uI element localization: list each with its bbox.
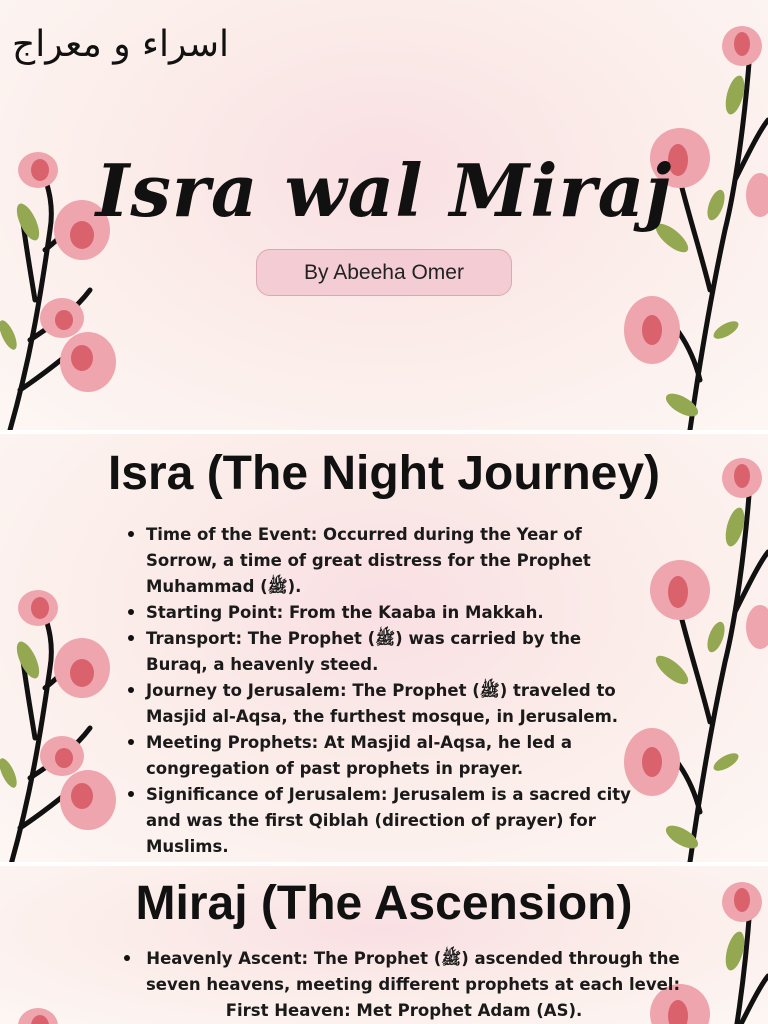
isra-bullet-list <box>128 522 648 860</box>
list-item: Heavenly Ascent: The Prophet (ﷺ) ascended through the seven heavens, meeting different prophets at each level: <box>124 946 684 998</box>
cover-title: Isra wal Miraj <box>95 148 673 233</box>
author-badge: By Abeeha Omer <box>256 249 512 296</box>
miraj-title: Miraj (The Ascension) <box>135 877 633 930</box>
list-item: First Heaven: Met Prophet Adam (AS). <box>225 1001 583 1020</box>
isra-slide <box>0 434 768 862</box>
miraj-bullet-list <box>124 946 684 1024</box>
arabic-title: اسراء و معراج <box>12 24 229 65</box>
miraj-slide <box>0 866 768 1024</box>
list-item: Time of the Event: Occurred during the Year of Sorrow, a time of great distress for the Prophet Muhammad (ﷺ). <box>128 522 648 600</box>
isra-title: Isra (The Night Journey) <box>107 447 661 500</box>
list-item: Significance of Jerusalem: Jerusalem is a sacred city and was the first Qiblah (direction of prayer) for Muslims. <box>128 782 648 860</box>
list-item: Starting Point: From the Kaaba in Makkah. <box>128 600 648 626</box>
list-item: Transport: The Prophet (ﷺ) was carried by the Buraq, a heavenly steed. <box>128 626 648 678</box>
list-item: Meeting Prophets: At Masjid al-Aqsa, he led a congregation of past prophets in prayer. <box>128 730 648 782</box>
cover-slide <box>0 0 768 430</box>
list-item: Journey to Jerusalem: The Prophet (ﷺ) traveled to Masjid al-Aqsa, the furthest mosque, in Jerusalem. <box>128 678 648 730</box>
